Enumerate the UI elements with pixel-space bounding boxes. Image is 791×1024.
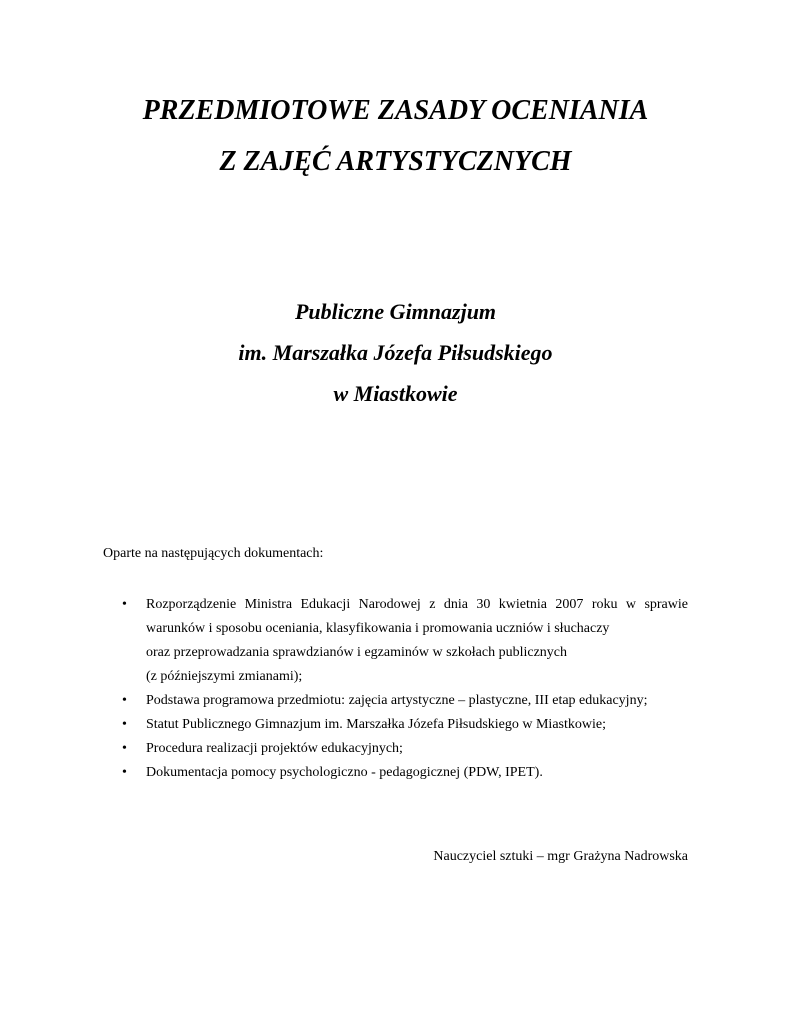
list-item-documentation <box>122 764 688 782</box>
teacher-signature: Nauczyciel sztuki – mgr Grażyna Nadrowska <box>433 849 688 864</box>
list-item-statute <box>122 716 688 734</box>
list-item-text: Podstawa programowa przedmiotu: zajęcia artystyczne – plastyczne, III etap edukacyjny; <box>146 693 648 708</box>
list-item-line: oraz przeprowadzania sprawdzianów i egzaminów w szkołach publicznych <box>146 645 567 660</box>
intro-text: Oparte na następujących dokumentach: <box>103 546 324 561</box>
list-item-curriculum <box>122 692 688 710</box>
list-item-text: Dokumentacja pomocy psychologiczno - pedagogicznej (PDW, IPET). <box>146 765 543 780</box>
document-title-line-1: PRZEDMIOTOWE ZASADY OCENIANIA <box>142 95 649 126</box>
list-item-text <box>146 596 688 686</box>
list-item-line: (z późniejszymi zmianami); <box>146 669 303 684</box>
school-name-line-3: w Miastkowie <box>333 381 458 406</box>
bullet-icon: • <box>122 597 127 612</box>
bullet-icon: • <box>122 717 127 732</box>
bullet-icon: • <box>122 741 127 756</box>
document-title-line-2: Z ZAJĘĆ ARTYSTYCZNYCH <box>219 146 572 177</box>
school-name-line-2: im. Marszałka Józefa Piłsudskiego <box>238 340 553 365</box>
list-item-text: Statut Publicznego Gimnazjum im. Marszałka Józefa Piłsudskiego w Miastkowie; <box>146 717 606 732</box>
bullet-icon: • <box>122 693 127 708</box>
list-item-line: Rozporządzenie Ministra Edukacji Narodowej z dnia 30 kwietnia 2007 roku w sprawie <box>146 597 688 612</box>
school-name-line-1: Publiczne Gimnazjum <box>294 299 497 324</box>
list-item-regulation <box>122 596 688 686</box>
documents-list <box>122 596 688 788</box>
bullet-icon: • <box>122 765 127 780</box>
list-item-line: warunków i sposobu oceniania, klasyfikowania i promowania uczniów i słuchaczy <box>146 621 610 636</box>
list-item-text: Procedura realizacji projektów edukacyjnych; <box>146 741 403 756</box>
list-item-procedure <box>122 740 688 758</box>
